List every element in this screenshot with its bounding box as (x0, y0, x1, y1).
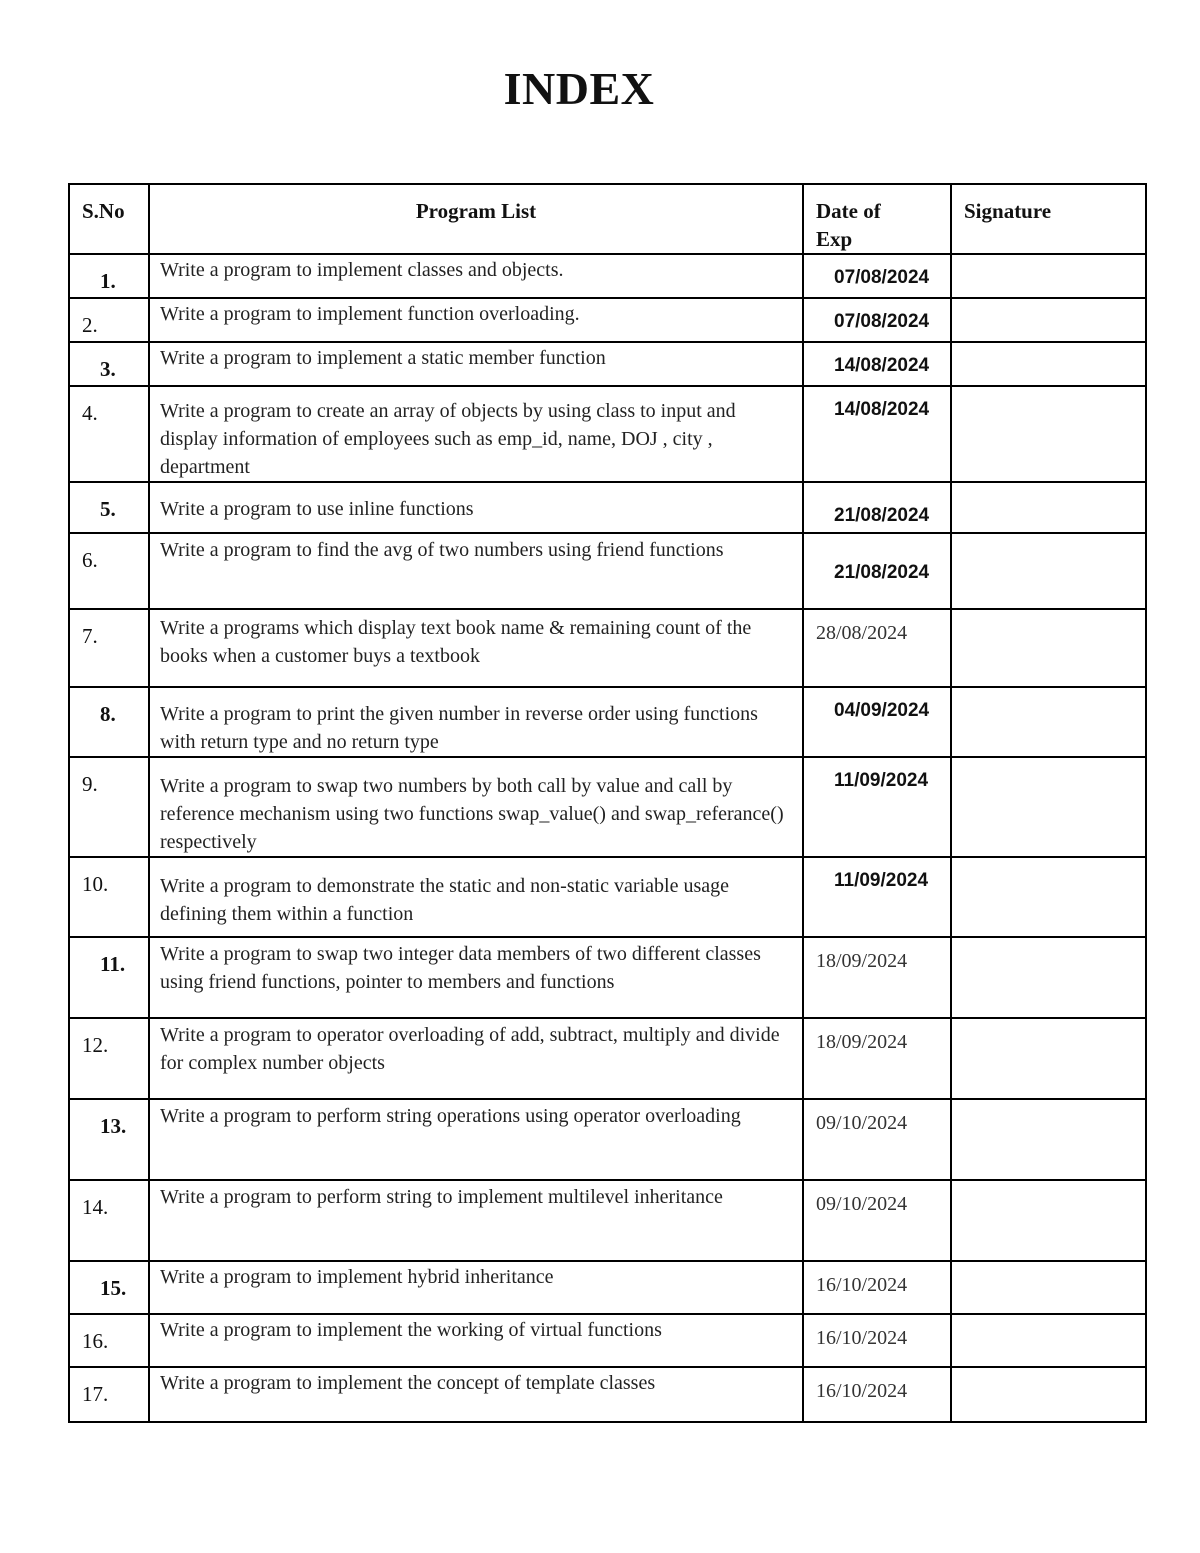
table-row (69, 342, 1146, 386)
row-program: Write a program to swap two integer data members of two different classes using friend functions, pointer to members and functions (149, 937, 803, 1018)
table-row (69, 609, 1146, 687)
row-signature (951, 609, 1146, 687)
row-program: Write a program to perform string to implement multilevel inheritance (149, 1180, 803, 1261)
table-row (69, 298, 1146, 342)
row-signature (951, 254, 1146, 298)
table-row (69, 857, 1146, 937)
table-row (69, 757, 1146, 857)
row-signature (951, 482, 1146, 533)
row-signature (951, 1018, 1146, 1099)
page-title: INDEX (503, 63, 655, 114)
row-date: 11/09/2024 (803, 857, 951, 937)
row-signature (951, 1261, 1146, 1314)
row-program: Write a program to create an array of objects by using class to input and display information of employees such as emp_id, name, DOJ , city , department (149, 386, 803, 482)
row-program: Write a program to implement a static member function (149, 342, 803, 386)
row-date: 16/10/2024 (803, 1367, 951, 1422)
row-program: Write a program to operator overloading of add, subtract, multiply and divide for complex number objects (149, 1018, 803, 1099)
row-program: Write a program to find the avg of two numbers using friend functions (149, 533, 803, 609)
row-date: 09/10/2024 (803, 1180, 951, 1261)
table-row (69, 1261, 1146, 1314)
row-sno: 11. (69, 937, 149, 1018)
row-sno: 9. (69, 757, 149, 857)
row-sno: 7. (69, 609, 149, 687)
row-program: Write a program to swap two numbers by both call by value and call by reference mechanism using two functions swap_value() and swap_referance() respectively (149, 757, 803, 857)
row-sno: 12. (69, 1018, 149, 1099)
row-sno: 2. (69, 298, 149, 342)
table-row (69, 937, 1146, 1018)
table-row (69, 1314, 1146, 1367)
row-program: Write a program to demonstrate the static and non-static variable usage defining them within a function (149, 857, 803, 937)
table-row (69, 1099, 1146, 1180)
row-signature (951, 533, 1146, 609)
row-program: Write a program to perform string operations using operator overloading (149, 1099, 803, 1180)
index-table (68, 183, 1147, 1423)
row-signature (951, 1314, 1146, 1367)
row-sno: 1. (69, 254, 149, 298)
row-program: Write a program to implement hybrid inheritance (149, 1261, 803, 1314)
row-date: 07/08/2024 (803, 298, 951, 342)
row-sno: 5. (69, 482, 149, 533)
row-sno: 3. (69, 342, 149, 386)
row-date: 18/09/2024 (803, 1018, 951, 1099)
row-program: Write a program to use inline functions (149, 482, 803, 533)
row-date: 16/10/2024 (803, 1261, 951, 1314)
row-sno: 15. (69, 1261, 149, 1314)
header-date: Date of Exp (803, 184, 951, 254)
header-signature: Signature (951, 184, 1146, 254)
table-row (69, 386, 1146, 482)
row-signature (951, 1099, 1146, 1180)
row-date: 07/08/2024 (803, 254, 951, 298)
row-sno: 16. (69, 1314, 149, 1367)
row-sno: 17. (69, 1367, 149, 1422)
row-program: Write a program to print the given number in reverse order using functions with return type and no return type (149, 687, 803, 757)
row-program: Write a program to implement the concept of template classes (149, 1367, 803, 1422)
table-row (69, 1018, 1146, 1099)
row-signature (951, 1180, 1146, 1261)
table-row (69, 482, 1146, 533)
row-sno: 14. (69, 1180, 149, 1261)
header-program-list: Program List (149, 184, 803, 254)
header-row (69, 184, 1146, 254)
row-date: 04/09/2024 (803, 687, 951, 757)
row-sno: 8. (69, 687, 149, 757)
table-row (69, 1180, 1146, 1261)
row-signature (951, 757, 1146, 857)
row-program: Write a program to implement classes and objects. (149, 254, 803, 298)
row-program: Write a program to implement function overloading. (149, 298, 803, 342)
row-signature (951, 687, 1146, 757)
row-date: 21/08/2024 (803, 533, 951, 609)
row-signature (951, 298, 1146, 342)
table-row (69, 687, 1146, 757)
table-row (69, 533, 1146, 609)
row-date: 16/10/2024 (803, 1314, 951, 1367)
row-signature (951, 1367, 1146, 1422)
row-date: 14/08/2024 (803, 342, 951, 386)
row-date: 11/09/2024 (803, 757, 951, 857)
row-sno: 13. (69, 1099, 149, 1180)
row-date: 14/08/2024 (803, 386, 951, 482)
row-signature (951, 857, 1146, 937)
row-date: 21/08/2024 (803, 482, 951, 533)
table-row (69, 1367, 1146, 1422)
row-signature (951, 937, 1146, 1018)
row-date: 18/09/2024 (803, 937, 951, 1018)
row-program: Write a programs which display text book name & remaining count of the books when a customer buys a textbook (149, 609, 803, 687)
row-signature (951, 386, 1146, 482)
row-sno: 4. (69, 386, 149, 482)
row-date: 28/08/2024 (803, 609, 951, 687)
table-row (69, 254, 1146, 298)
row-sno: 10. (69, 857, 149, 937)
row-signature (951, 342, 1146, 386)
row-program: Write a program to implement the working of virtual functions (149, 1314, 803, 1367)
header-sno: S.No (69, 184, 149, 254)
row-date: 09/10/2024 (803, 1099, 951, 1180)
row-sno: 6. (69, 533, 149, 609)
